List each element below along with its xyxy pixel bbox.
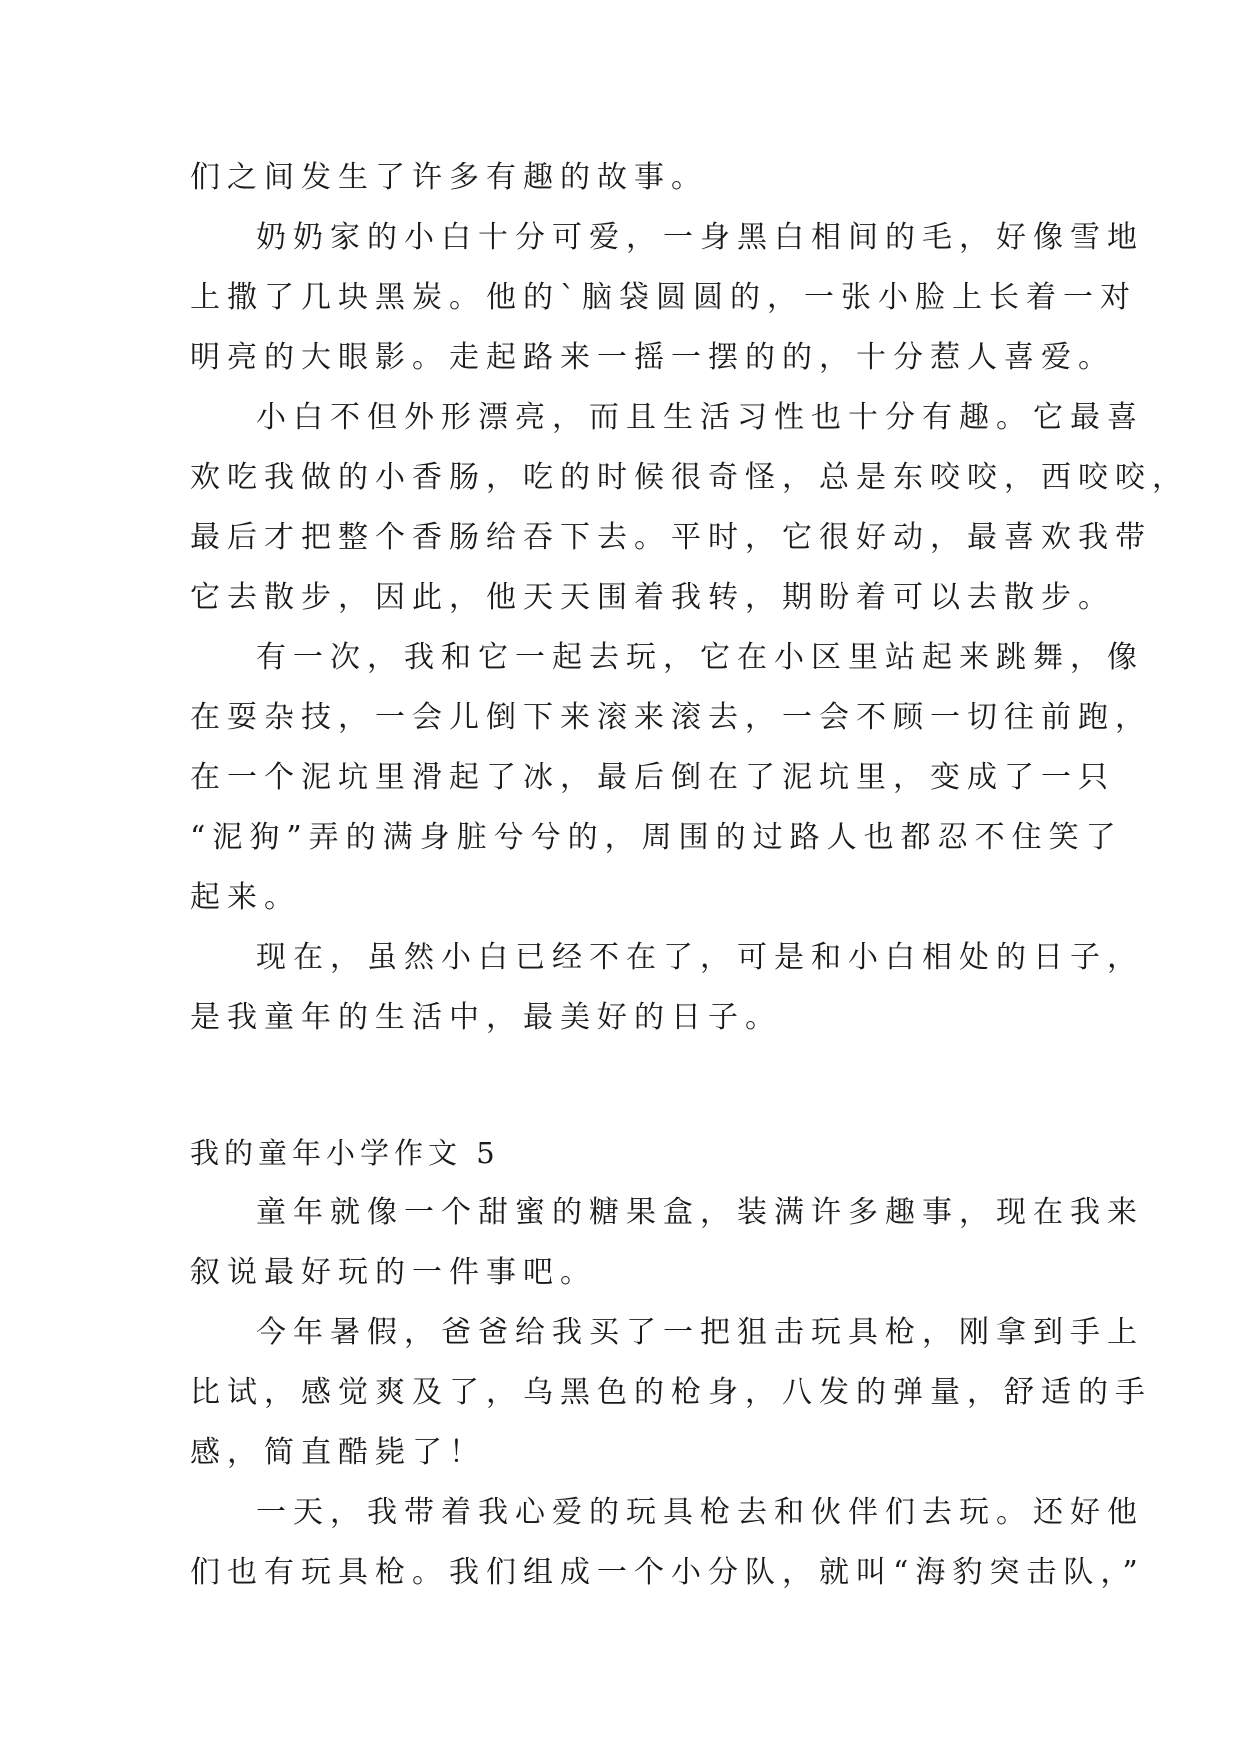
paragraph-start-line: 有一次，我和它一起去玩，它在小区里站起来跳舞，像	[256, 640, 1144, 675]
paragraph-start-line: 童年就像一个甜蜜的糖果盒，装满许多趣事，现在我来	[256, 1195, 1144, 1230]
text-line: 在一个泥坑里滑起了冰，最后倒在了泥坑里，变成了一只	[190, 760, 1115, 795]
text-line: 们也有玩具枪。我们组成一个小分队，就叫“海豹突击队，”	[190, 1555, 1145, 1590]
text-line: “泥狗”弄的满身脏兮兮的，周围的过路人也都忍不住笑了	[190, 820, 1123, 855]
text-line: 们之间发生了许多有趣的故事。	[190, 160, 708, 195]
text-line: 是我童年的生活中，最美好的日子。	[190, 1000, 782, 1035]
text-line: 明亮的大眼影。走起路来一摇一摆的的，十分惹人喜爱。	[190, 340, 1115, 375]
paragraph-start-line: 今年暑假，爸爸给我买了一把狙击玩具枪，刚拿到手上	[256, 1315, 1144, 1350]
text-line: 起来。	[190, 880, 301, 915]
section-heading: 我的童年小学作文 5	[190, 1136, 500, 1170]
text-line: 它去散步，因此，他天天围着我转，期盼着可以去散步。	[190, 580, 1115, 615]
text-line: 叙说最好玩的一件事吧。	[190, 1255, 597, 1290]
text-line: 最后才把整个香肠给吞下去。平时，它很好动，最喜欢我带	[190, 520, 1152, 555]
paragraph-start-line: 小白不但外形漂亮，而且生活习性也十分有趣。它最喜	[256, 400, 1144, 435]
paragraph-start-line: 奶奶家的小白十分可爱，一身黑白相间的毛，好像雪地	[256, 220, 1144, 255]
text-line: 感，简直酷毙了！	[190, 1435, 486, 1470]
paragraph-start-line: 一天，我带着我心爱的玩具枪去和伙伴们去玩。还好他	[256, 1495, 1144, 1530]
text-line: 在耍杂技，一会儿倒下来滚来滚去，一会不顾一切往前跑，	[190, 700, 1152, 735]
paragraph-start-line: 现在，虽然小白已经不在了，可是和小白相处的日子，	[256, 940, 1144, 975]
text-line: 欢吃我做的小香肠，吃的时候很奇怪，总是东咬咬，西咬咬，	[190, 460, 1189, 495]
section-spacer	[190, 1048, 1070, 1123]
text-line: 上撒了几块黑炭。他的`脑袋圆圆的，一张小脸上长着一对	[190, 280, 1137, 315]
text-line: 比试，感觉爽及了，乌黑色的枪身，八发的弹量，舒适的手	[190, 1375, 1152, 1410]
document-body	[190, 148, 1189, 1603]
